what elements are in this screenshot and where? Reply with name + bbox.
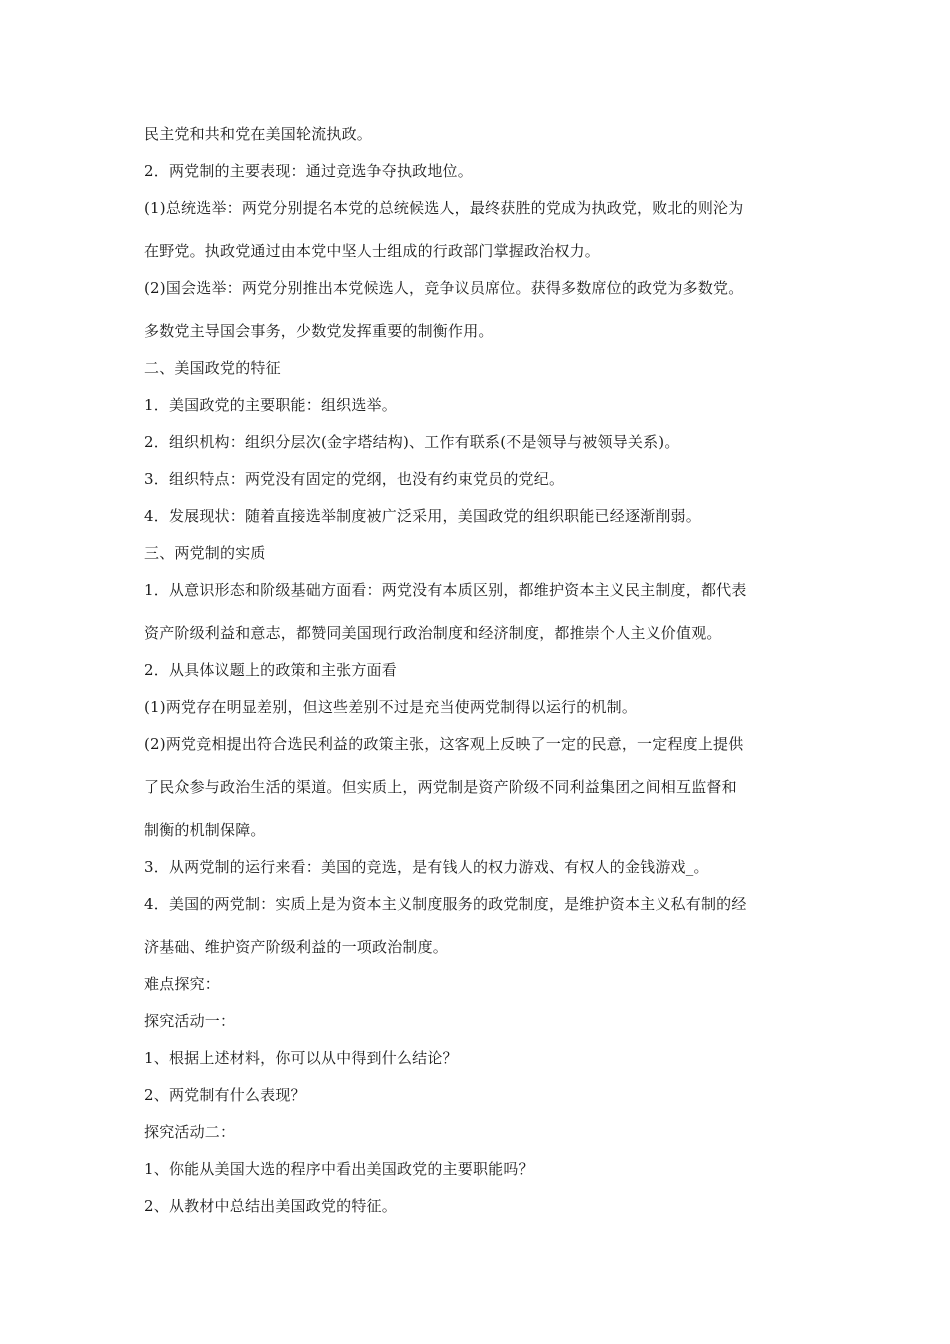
paragraph-line: 4．美国的两党制：实质上是为资本主义制度服务的政党制度，是维护资本主义私有制的经 (144, 895, 747, 913)
paragraph-line: 1．从意识形态和阶级基础方面看：两党没有本质区别，都维护资本主义民主制度，都代表 (144, 581, 747, 599)
paragraph-line: (2)国会选举：两党分别推出本党候选人，竞争议员席位。获得多数席位的政党为多数党。 (144, 279, 744, 297)
paragraph-line: 济基础、维护资产阶级利益的一项政治制度。 (144, 938, 449, 956)
activity-heading: 探究活动二： (144, 1123, 236, 1141)
paragraph-line: 2．组织机构：组织分层次(金字塔结构)、工作有联系(不是领导与被领导关系)。 (144, 433, 680, 451)
paragraph-line: 在野党。执政党通过由本党中坚人士组成的行政部门掌握政治权力。 (144, 242, 601, 260)
paragraph-line: 2．两党制的主要表现：通过竞选争夺执政地位。 (144, 162, 473, 180)
paragraph-line: 民主党和共和党在美国轮流执政。 (144, 125, 373, 143)
document-page (144, 124, 814, 1216)
section-heading: 二、美国政党的特征 (144, 359, 281, 377)
paragraph-line: 2．从具体议题上的政策和主张方面看 (144, 661, 397, 679)
paragraph-line: 1．美国政党的主要职能：组织选举。 (144, 396, 397, 414)
paragraph-line: (2)两党竞相提出符合选民利益的政策主张，这客观上反映了一定的民意，一定程度上提供 (144, 735, 744, 753)
paragraph-line: 了民众参与政治生活的渠道。但实质上，两党制是资产阶级不同利益集团之间相互监督和 (144, 778, 737, 796)
question-line: 1、你能从美国大选的程序中看出美国政党的主要职能吗？ (144, 1160, 534, 1178)
paragraph-line: 4．发展现状：随着直接选举制度被广泛采用，美国政党的组织职能已经逐渐削弱。 (144, 507, 701, 525)
section-heading: 三、两党制的实质 (144, 544, 266, 562)
question-line: 2、两党制有什么表现？ (144, 1086, 306, 1104)
paragraph-line: 3．组织特点：两党没有固定的党纲，也没有约束党员的党纪。 (144, 470, 565, 488)
paragraph-line: 资产阶级利益和意志，都赞同美国现行政治制度和经济制度，都推崇个人主义价值观。 (144, 624, 722, 642)
question-line: 2、从教材中总结出美国政党的特征。 (144, 1197, 397, 1215)
paragraph-line: (1)两党存在明显差别，但这些差别不过是充当使两党制得以运行的机制。 (144, 698, 638, 716)
section-heading: 难点探究： (144, 975, 221, 993)
question-line: 1、根据上述材料，你可以从中得到什么结论？ (144, 1049, 458, 1067)
paragraph-line: (1)总统选举：两党分别提名本党的总统候选人，最终获胜的党成为执政党，败北的则沦为 (144, 199, 744, 217)
paragraph-line: 制衡的机制保障。 (144, 821, 266, 839)
paragraph-line: 3．从两党制的运行来看：美国的竞选，是有钱人的权力游戏、有权人的金钱游戏_。 (144, 858, 709, 876)
activity-heading: 探究活动一： (144, 1012, 236, 1030)
paragraph-line: 多数党主导国会事务，少数党发挥重要的制衡作用。 (144, 322, 494, 340)
